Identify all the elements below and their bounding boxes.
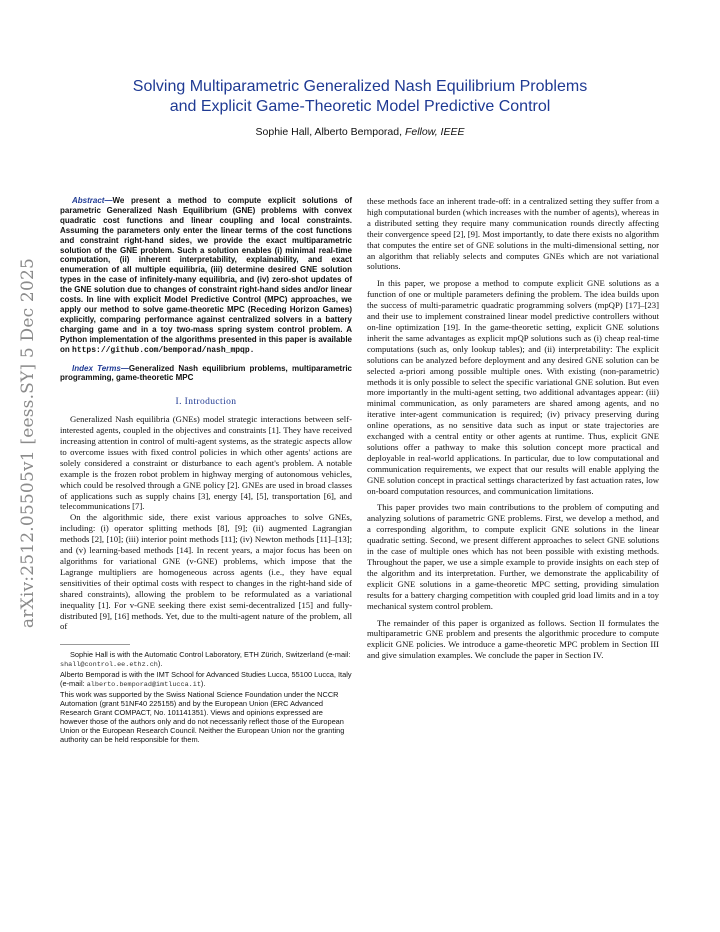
- footnote-funding: This work was supported by the Swiss National Science Foundation under the NCCR Automation (grant 51NF40 225155) and by the European Union (ERC Advanced Research Grant COMPACT, No. 101141351). Views and opinions expressed are however those of the authors only and do not necessarily reflect those of the European Union or the European Research Council. Neither the European Union nor the granting authority can be held responsible for them.: [60, 690, 345, 745]
- footnote-divider: [60, 644, 130, 645]
- right-paragraph-4: The remainder of this paper is organized as follows. Section II formulates the multiparametric GNE problem and presents the algorithmic procedure to compute explicit GNE policies. We introduce a game-theoretic MPC problem in Section III and give simulation examples. We conclude the paper in Section IV.: [367, 617, 659, 661]
- author-2-email[interactable]: alberto.bemporad@imtlucca.it: [86, 681, 201, 690]
- footnote-author-1: [60, 650, 352, 670]
- footnote-2-text: Alberto Bemporad is with the IMT School for Advanced Studies Lucca, 55100 Lucca, Italy (e-mail:: [60, 670, 352, 689]
- left-column: [60, 196, 352, 744]
- section-heading-introduction: I. Introduction: [175, 397, 237, 408]
- footnote-1-text: Sophie Hall is with the Automatic Control Laboratory, ETH Zürich, Switzerland (e-mail:: [70, 650, 351, 660]
- right-paragraph-1: these methods face an inherent trade-off: in a centralized setting they suffer from a high computational burden (which increases with the number of agents), whereas in a distributed setting they require many communication rounds directly affecting their convergence speed [2], [9]. Most importantly, to date there exists no algorithm that computes the entire set of GNE solutions in the multi-dimensional setting, nor an algorithm that reliably selects and computes GNEs which are not variational solutions.: [367, 196, 659, 272]
- author-1-email[interactable]: shall@control.ee.ethz.ch: [60, 661, 158, 670]
- title-line-2: and Explicit Game-Theoretic Model Predictive Control: [169, 98, 551, 115]
- author-list: [60, 126, 660, 138]
- abstract: [60, 196, 352, 356]
- arxiv-identifier: arXiv:2512.05505v1 [eess.SY] 5 Dec 2025: [18, 258, 38, 629]
- right-paragraph-2: In this paper, we propose a method to compute explicit GNE solutions as a function of one or multiple parameters defining the problem. The idea builds upon the success of multi-parametric quadratic programming solvers (mpQP) [17]–[23] and their use to implement constrained linear model predictive controllers without on-line optimization [19]. In the game-theoretic setting, explicit GNE solutions inherit the same advantages as explicit mpQP solutions such as (i) cheap real-time computations (such as, only lookup tables); and (ii) interpretability: The explicit solutions can be analyzed before deployment and any desired GNE solution can be selected a-priori among possible multiple ones. With existing (non-parametric) methods it is only possible to select the specific variational GNE solution. But even more importantly in the multi-agent setting, two additional advantages appear: (iii) minimal communication, as only parameters are shared among agents, and no iterative inter-agent communication is required; (iv) privacy preserving during online operations, as no sensitive data such as input or state trajectories are exchanged with a central entity or other agents at runtime. Thus, explicit GNE solutions offer a pathway to make this solution concept more practical and deployable in real-world applications. In particular, due to low computational and communication requirements, we expect that our results will enable applying the GNE solution concept in practical settings characterized by fast actuation rates, low on-board computation resources, and communication limitations.: [367, 278, 659, 496]
- abstract-text: We present a method to compute explicit solutions of parametric Generalized Nash Equilibrium (GNE) problems with convex quadratic cost functions and linear coupling and local constraints. Assuming the parameters only enter the linear terms of the cost functions and constraint right-hand sides, we provide the exact multiparametric solution of the GNE problem. Such a solution enables (i) minimal real-time computation, (ii) inherent interpretability, explainability, and exact enumeration of all multiple equilibria, (iii) determine desired GNE solution types in the case of infinitely-many equilibria, and (iv) zero-shot updates of the GNE solution due to changes of constraint right-hand sides and/or linear costs. In line with explicit Model Predictive Control (MPC) approaches, we apply our method to solve game-theoretic MPC (Receding Horizon Games) explicitly, comparing performance against centralized solvers in a battery charging game and in a toy two-mass spring system control problem. A Python implementation of the algorithms presented in this paper is available on: [60, 196, 352, 354]
- right-column: [367, 196, 659, 661]
- code-url-link[interactable]: https://github.com/bemporad/nash_mpqp.: [72, 345, 255, 355]
- author-names: Sophie Hall, Alberto Bemporad,: [255, 126, 403, 138]
- intro-paragraph-1: Generalized Nash equilibria (GNEs) model strategic interactions between self-interested agents, coupled in the objectives and constraints [1]. They have received increasing attention in control of multi-agent systems, as the strategic aspects allow to overcome issues with fixed control policies in which other agents' actions are solely considered a constraint or disturbance to each agent's problem. A notable example is the frozen robot problem in highway merging of autonomous vehicles, which could be resolved through a GNE policy [2]. GNEs are used in broad classes of applications such as supply chains [3], energy [4], [5], transportation [6], and telecommunications [7].: [60, 414, 352, 512]
- index-terms-text: Generalized Nash equilibrium problems, multiparametric programming, game-theoretic MPC: [60, 363, 352, 383]
- footnote-1-end: ).: [157, 659, 163, 669]
- author-suffix: Fellow, IEEE: [404, 126, 465, 138]
- index-terms: [60, 364, 352, 384]
- intro-paragraph-2: On the algorithmic side, there exist various approaches to solve GNEs, including: (i) operator splitting methods [8], [9]; (ii) augmented Lagrangian methods [2], [10]; (iii) interior point methods [11]; (iv) Newton methods [11]–[13]; and (v) learning-based methods [14]. In recent years, a major focus has been on algorithms for variational GNE (v-GNE) problems, which impose that the Lagrange multipliers are homogeneous across agents (i.e., they have equal sensitivities of their optimal costs with respect to changes in the right-hand side of shared constraints), allowing the problem to be reformulated as a variational inequality [1]. For v-GNE seeking there exist semi-decentralized [15] and fully-distributed [9], [16] methods. Yet, due to the multi-agent nature of the problem, all of: [60, 512, 352, 632]
- footnote-author-2: [60, 670, 352, 690]
- abstract-label: Abstract—: [72, 196, 113, 205]
- right-paragraph-3: This paper provides two main contributions to the problem of computing and analyzing solutions of parametric GNE problems. First, we develop a method, and a corresponding algorithm, to compute explicit GNE solutions in the linear quadratic setting. Second, we present different approaches to select GNE solutions in the case of multiple ones which has not been possible with existing methods. Throughout the paper, we use a simple example to provide insights on each step of the algorithm and its interpretation. Further, we demonstrate the applicability of explicit GNE solutions in a game-theoretic MPC setting, providing simulation results for a battery charging competition with coupled grid load limits and in a toy mechanical system control problem.: [367, 502, 659, 611]
- title-line-1: Solving Multiparametric Generalized Nash Equilibrium Problems: [132, 78, 588, 95]
- index-terms-label: Index Terms—: [72, 363, 129, 373]
- paper-title: [60, 77, 660, 117]
- footnote-2-end: ).: [200, 679, 206, 689]
